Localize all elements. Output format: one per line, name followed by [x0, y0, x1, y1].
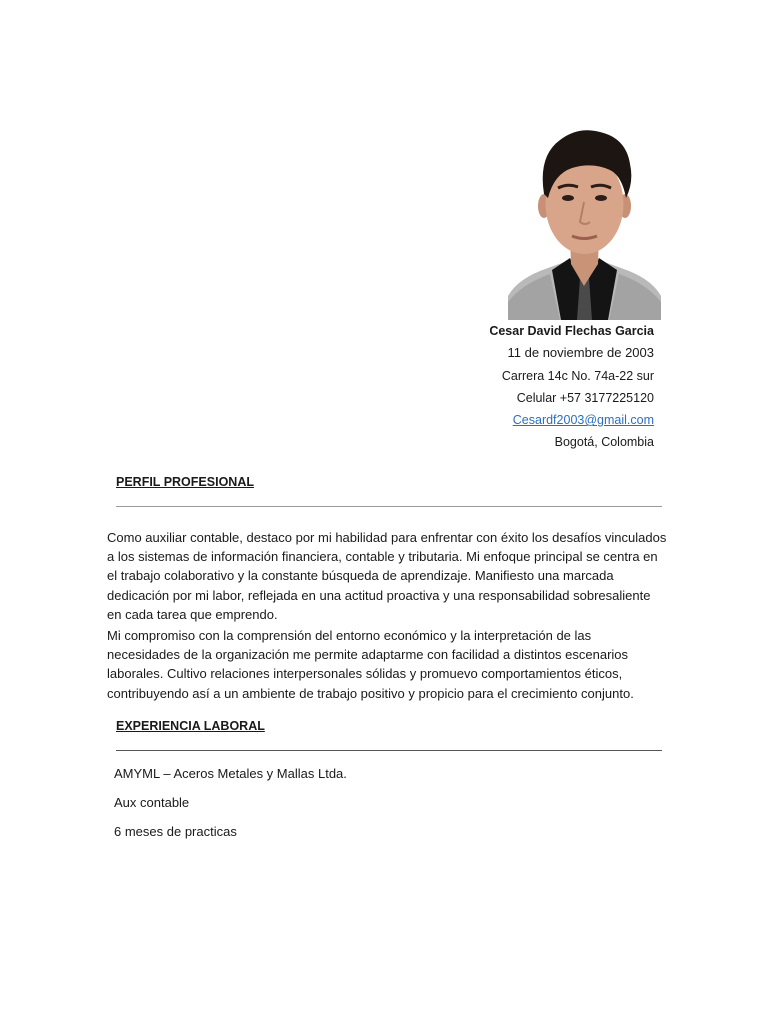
- address: Carrera 14c No. 74a-22 sur: [501, 368, 654, 383]
- experience-company: AMYML – Aceros Metales y Mallas Ltda.: [114, 766, 347, 781]
- profile-section-title: PERFIL PROFESIONAL: [116, 475, 254, 489]
- experience-duration: 6 meses de practicas: [114, 824, 237, 839]
- birth-date: 11 de noviembre de 2003: [507, 345, 654, 361]
- contact-block: [489, 320, 654, 454]
- experience-divider: [116, 750, 662, 751]
- city: Bogotá, Colombia: [554, 435, 654, 450]
- profile-photo: [508, 118, 661, 320]
- phone: Celular +57 3177225120: [516, 390, 654, 405]
- profile-divider: [116, 506, 662, 507]
- full-name: Cesar David Flechas Garcia: [489, 324, 654, 338]
- experience-section-title: EXPERIENCIA LABORAL: [116, 719, 265, 733]
- experience-role: Aux contable: [114, 795, 190, 810]
- email-link[interactable]: Cesardf2003@gmail.com: [512, 413, 654, 428]
- profile-paragraph-1: Como auxiliar contable, destaco por mi habilidad para enfrentar con éxito los desafíos vinculados a los sistemas de información financiera, contable y tributaria. Mi enfoque principal se centra en el trabajo colaborativo y la constante búsqueda de aprendizaje. Manifiesto una marcada dedicación por mi labor, reflejada en una actitud proactiva y una responsabilidad sobresaliente en cada tarea que emprendo.: [107, 530, 667, 622]
- profile-paragraph-2: Mi compromiso con la comprensión del entorno económico y la interpretación de las necesidades de la organización me permite adaptarme con facilidad a distintos escenarios laborales. Cultivo relaciones interpersonales sólidas y promuevo comportamientos éticos, contribuyendo así a un ambiente de trabajo positivo y propicio para el crecimiento conjunto.: [107, 628, 634, 701]
